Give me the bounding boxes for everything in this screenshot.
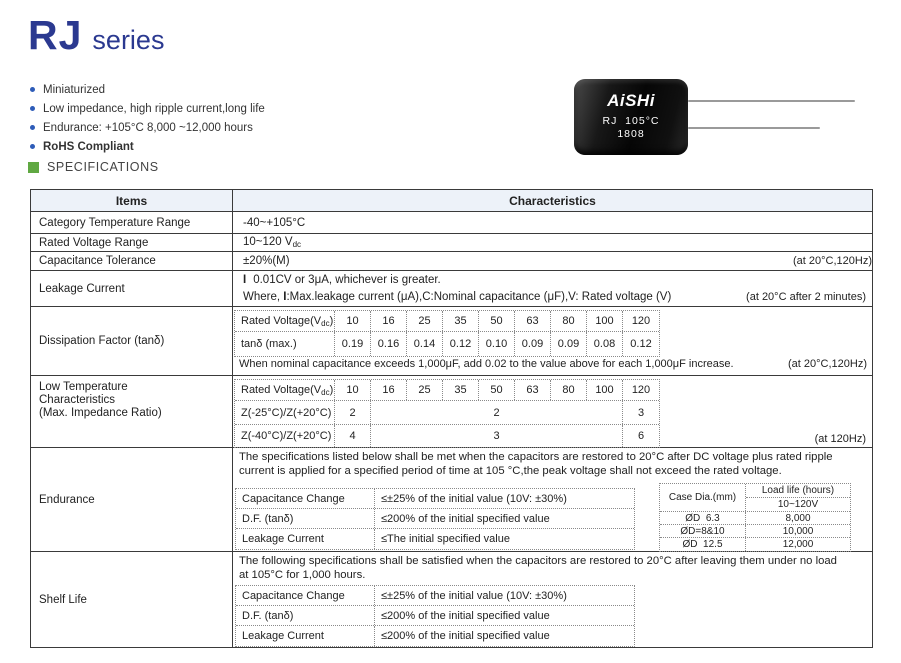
shelf-life-description: The following specifications shall be satisfied when the capacitors are restored to 20°C after leaving them under no load at 105°C for 1,000 hours. <box>239 555 837 581</box>
load-life-col1-header: Case Dia.(mm) <box>660 484 746 511</box>
feature-text: Miniaturized <box>43 83 105 96</box>
table-row <box>31 448 872 552</box>
formula-text: 0.01CV or 3μA, whichever is greater. <box>253 274 441 286</box>
shelf-life-criteria-table <box>235 585 635 647</box>
row-value: 10~120 $V_{dc}$ <box>243 236 302 249</box>
case-dia: ØD 12.5 <box>660 538 746 551</box>
z40-value: 4 <box>335 425 371 447</box>
row-label: Endurance <box>31 448 233 551</box>
row-value-cell <box>233 448 872 551</box>
table-row <box>31 271 872 307</box>
where-clause: Where, I:Max.leakage current (μA),C:Nominal capacitance (μF),V: Rated voltage (V) <box>243 291 672 303</box>
tand-value: 0.09 <box>515 332 551 356</box>
feature-text: RoHS Compliant <box>43 140 134 153</box>
z25-label: Z(-25°C)/Z(+20°C) <box>235 401 335 424</box>
row-label: Dissipation Factor (tanδ) <box>31 307 233 375</box>
voltage-cell: 25 <box>407 311 443 331</box>
column-header-characteristics: Characteristics <box>509 193 596 208</box>
tand-value: 0.12 <box>443 332 479 356</box>
z25-value: 3 <box>637 406 645 419</box>
case-dia: ØD 6.3 <box>660 512 746 524</box>
tand-value: 0.16 <box>371 332 407 356</box>
table-row <box>31 252 872 271</box>
capacitor-lead-wire <box>688 127 820 129</box>
table-row <box>31 234 872 252</box>
feature-item <box>30 100 265 117</box>
row-label: Shelf Life <box>31 552 233 647</box>
capacitor-lead-wire <box>688 100 855 102</box>
z40-value: 6 <box>637 430 645 442</box>
tand-value: 0.09 <box>551 332 587 356</box>
capacitor-brand-logo: AiSHi <box>607 91 655 110</box>
load-life-hours: 8,000 <box>785 512 811 524</box>
row-value: ±20%(M) <box>243 255 290 267</box>
test-condition: (at 120Hz) <box>814 433 866 445</box>
row-label: Leakage Current <box>31 271 233 306</box>
case-dia: ØD=8&10 <box>660 525 746 537</box>
dissipation-factor-table <box>234 310 660 357</box>
z25-value: 2 <box>335 401 371 424</box>
row-value-cell <box>233 552 872 647</box>
criterion-value: ≤200% of the initial specified value <box>381 630 550 642</box>
bullet-icon <box>30 125 35 130</box>
criterion-name: Capacitance Change <box>236 586 375 605</box>
criterion-value: ≤The initial specified value <box>381 533 510 545</box>
feature-item <box>30 119 265 136</box>
column-header-items: Items <box>31 190 233 211</box>
voltage-header: Rated $Voltage(V_{dc})$ <box>235 380 335 400</box>
bullet-icon <box>30 87 35 92</box>
criterion-value: ≤±25% of the initial value (10V: ±30%) <box>381 589 567 602</box>
capacitor-photo <box>558 73 893 173</box>
criterion-name: Capacitance Change <box>236 489 375 508</box>
voltage-cell: 35 <box>443 311 479 331</box>
impedance-ratio-table <box>234 379 660 448</box>
series-code: RJ <box>28 12 83 58</box>
bullet-icon <box>30 106 35 111</box>
z25-value-merged: 2 <box>371 401 623 424</box>
tand-value: 0.08 <box>587 332 623 356</box>
capacitor-marking-line1: RJ 105°C <box>602 115 660 127</box>
row-value-cell <box>233 212 872 233</box>
row-value-cell <box>233 234 872 251</box>
voltage-cell: 63 <box>515 311 551 331</box>
row-value-cell <box>233 376 872 447</box>
load-life-hours: 12,000 <box>782 539 814 550</box>
voltage-cell: 10 <box>335 380 371 400</box>
table-header-row <box>31 190 872 212</box>
test-condition: (at 20°C,120Hz) <box>793 255 872 267</box>
df-note: When nominal capacitance exceeds 1,000μF, add 0.02 to the value above for each 1,000μF increase. <box>239 358 734 370</box>
voltage-cell: 80 <box>551 380 587 400</box>
tand-value: 0.12 <box>630 338 652 350</box>
table-row <box>31 212 872 234</box>
bullet-icon <box>30 144 35 149</box>
row-label: Rated Voltage Range <box>31 234 233 251</box>
row-value-cell <box>233 307 872 375</box>
specifications-table <box>30 189 873 648</box>
voltage-cell: 120 <box>631 315 651 327</box>
tand-value: 0.14 <box>407 332 443 356</box>
voltage-cell: 35 <box>443 380 479 400</box>
capacitor-marking-line2: 1808 <box>617 128 645 140</box>
section-marker-icon <box>28 162 39 173</box>
criterion-name: Leakage Current <box>236 529 375 549</box>
criterion-value: ≤±25% of the initial value (10V: ±30%) <box>381 492 567 505</box>
series-word: series <box>92 25 165 55</box>
page-title <box>28 12 164 59</box>
voltage-cell: 25 <box>407 380 443 400</box>
row-label: Low Temperature Characteristics (Max. Impedance Ratio) <box>31 376 233 447</box>
test-condition: (at 20°C after 2 minutes) <box>746 291 866 303</box>
feature-text: Low impedance, high ripple current,long life <box>43 102 265 115</box>
row-value-cell <box>233 271 872 306</box>
row-label: Category Temperature Range <box>31 212 233 233</box>
z40-value-merged: 3 <box>371 425 623 447</box>
test-condition: (at 20°C,120Hz) <box>788 358 867 370</box>
capacitor-body <box>574 79 688 155</box>
row-value-cell <box>233 252 872 270</box>
criterion-value: ≤200% of the initial specified value <box>381 512 550 525</box>
load-life-table <box>659 483 851 552</box>
table-row <box>31 552 872 647</box>
z40-label: Z(-40°C)/Z(+20°C) <box>235 425 335 447</box>
voltage-cell: 100 <box>587 311 623 331</box>
row-value: -40~+105°C <box>243 216 306 229</box>
specifications-section-header <box>28 160 159 174</box>
voltage-cell: 16 <box>371 311 407 331</box>
tand-value: 0.19 <box>335 332 371 356</box>
voltage-cell: 16 <box>371 380 407 400</box>
voltage-cell: 50 <box>479 380 515 400</box>
voltage-cell: 50 <box>479 311 515 331</box>
criterion-value: ≤200% of the initial specified value <box>381 609 550 622</box>
table-row <box>31 307 872 376</box>
formula-symbol: I <box>243 274 247 286</box>
voltage-cell: 10 <box>335 311 371 331</box>
row-label: Capacitance Tolerance <box>31 252 233 270</box>
voltage-cell: 63 <box>515 380 551 400</box>
table-row <box>31 376 872 448</box>
voltage-header: Rated $Voltage(V_{dc})$ <box>235 311 335 331</box>
endurance-description: The specifications listed below shall be met when the capacitors are restored to 20°C after DC voltage plus rated ripple current is applied for a specified period of time at 105 °C,the peak voltage shall not exceed the rated voltage. <box>239 451 833 477</box>
feature-text: Endurance: +105°C 8,000 ~12,000 hours <box>43 121 253 134</box>
criterion-name: D.F. (tanδ) <box>236 509 375 528</box>
criterion-name: Leakage Current <box>236 626 375 646</box>
load-life-hours: 10,000 <box>782 525 814 537</box>
tand-value: 0.10 <box>479 332 515 356</box>
feature-item <box>30 138 265 155</box>
feature-list <box>30 81 265 157</box>
endurance-criteria-table <box>235 488 635 550</box>
load-life-col2-header: Load life (hours) 10~120V <box>746 484 850 511</box>
voltage-cell: 80 <box>551 311 587 331</box>
section-title: SPECIFICATIONS <box>47 160 159 174</box>
tand-label: tanδ (max.) <box>235 332 335 356</box>
voltage-cell: 100 <box>587 380 623 400</box>
feature-item <box>30 81 265 98</box>
criterion-name: D.F. (tanδ) <box>236 606 375 625</box>
voltage-cell: 120 <box>631 384 651 396</box>
